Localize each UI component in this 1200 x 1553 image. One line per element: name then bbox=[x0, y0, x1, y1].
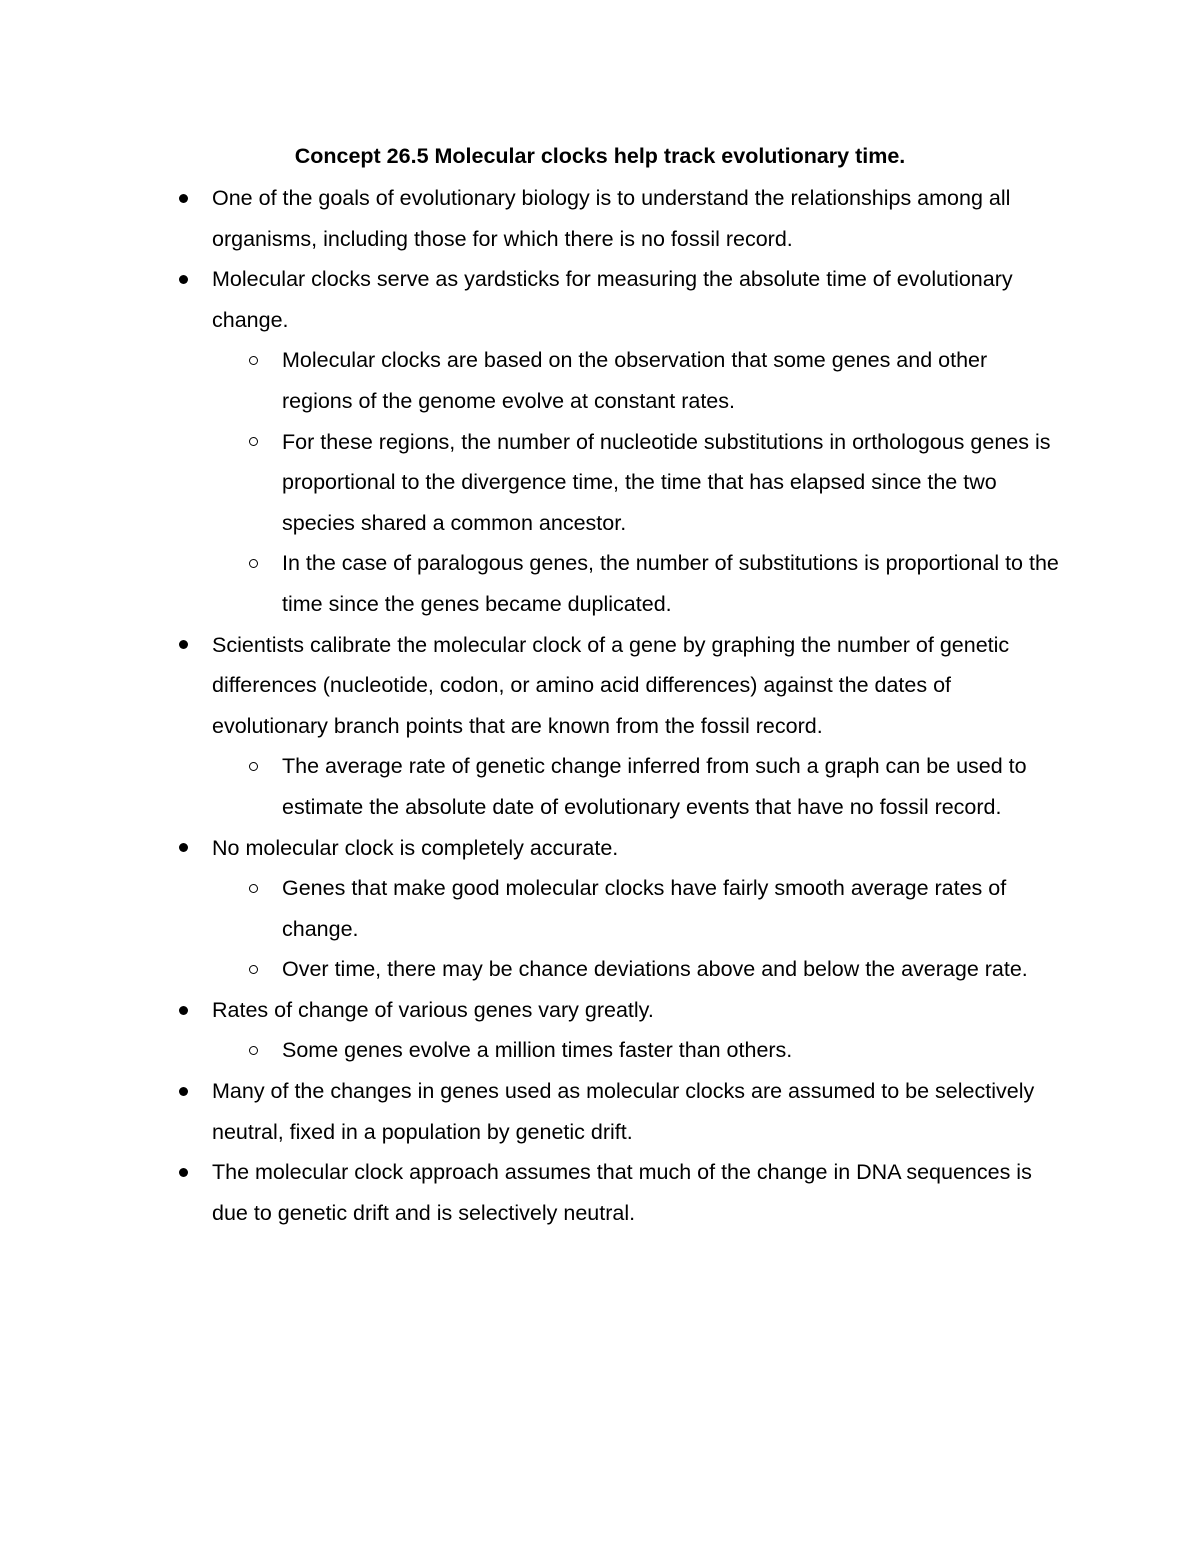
bullet-item bbox=[0, 990, 1062, 1031]
bullet-text: The molecular clock approach assumes that much of the change in DNA sequences is due to genetic drift and is selectively neutral. bbox=[212, 1160, 1032, 1225]
bullet-item bbox=[0, 1071, 1062, 1152]
sub-bullet-item bbox=[0, 746, 1062, 827]
filled-bullet-icon bbox=[179, 259, 188, 300]
filled-bullet-icon bbox=[179, 625, 188, 666]
filled-bullet-icon bbox=[179, 1071, 188, 1112]
bullet-text: One of the goals of evolutionary biology is to understand the relationships among all organisms, including those for which there is no fossil record. bbox=[212, 186, 1011, 251]
hollow-bullet-icon bbox=[249, 1030, 258, 1071]
bullet-text: Molecular clocks serve as yardsticks for measuring the absolute time of evolutionary change. bbox=[212, 267, 1013, 332]
hollow-bullet-icon bbox=[249, 746, 258, 787]
bullet-item bbox=[0, 259, 1062, 340]
filled-bullet-icon bbox=[179, 178, 188, 219]
sub-bullet-item bbox=[0, 422, 1062, 544]
bullet-text: Over time, there may be chance deviations above and below the average rate. bbox=[282, 957, 1028, 982]
hollow-bullet-icon bbox=[249, 543, 258, 584]
bullet-text: No molecular clock is completely accurate. bbox=[212, 835, 619, 860]
sub-bullet-item bbox=[0, 543, 1062, 624]
bullet-text: For these regions, the number of nucleotide substitutions in orthologous genes is proportional to the divergence time, the time that has elapsed since the two species shared a common ancestor. bbox=[282, 429, 1051, 535]
bullet-text: In the case of paralogous genes, the number of substitutions is proportional to the time since the genes became duplicated. bbox=[282, 551, 1059, 616]
bullet-text: Rates of change of various genes vary greatly. bbox=[212, 997, 654, 1022]
bullet-text: The average rate of genetic change inferred from such a graph can be used to estimate the absolute date of evolutionary events that have no fossil record. bbox=[282, 754, 1027, 819]
bullet-text: Scientists calibrate the molecular clock of a gene by graphing the number of genetic differences (nucleotide, codon, or amino acid differences) against the dates of evolutionary branch points that are known from the fossil record. bbox=[212, 632, 1010, 738]
sub-bullet-item bbox=[0, 1030, 1062, 1071]
bullet-list bbox=[0, 178, 1200, 1233]
hollow-bullet-icon bbox=[249, 422, 258, 463]
hollow-bullet-icon bbox=[249, 949, 258, 990]
hollow-bullet-icon bbox=[249, 340, 258, 381]
bullet-item bbox=[0, 828, 1062, 869]
bullet-item bbox=[0, 1152, 1062, 1233]
filled-bullet-icon bbox=[179, 1152, 188, 1193]
bullet-text: Many of the changes in genes used as molecular clocks are assumed to be selectively neutral, fixed in a population by genetic drift. bbox=[212, 1079, 1035, 1144]
bullet-text: Genes that make good molecular clocks have fairly smooth average rates of change. bbox=[282, 876, 1007, 941]
document-title: Concept 26.5 Molecular clocks help track evolutionary time. bbox=[294, 144, 906, 168]
bullet-text: Some genes evolve a million times faster than others. bbox=[282, 1038, 793, 1063]
hollow-bullet-icon bbox=[249, 868, 258, 909]
sub-bullet-item bbox=[0, 949, 1062, 990]
sub-bullet-item bbox=[0, 340, 1062, 421]
sub-bullet-item bbox=[0, 868, 1062, 949]
filled-bullet-icon bbox=[179, 990, 188, 1031]
bullet-text: Molecular clocks are based on the observation that some genes and other regions of the genome evolve at constant rates. bbox=[282, 348, 988, 413]
bullet-item bbox=[0, 625, 1062, 747]
filled-bullet-icon bbox=[179, 828, 188, 869]
bullet-item bbox=[0, 178, 1062, 259]
